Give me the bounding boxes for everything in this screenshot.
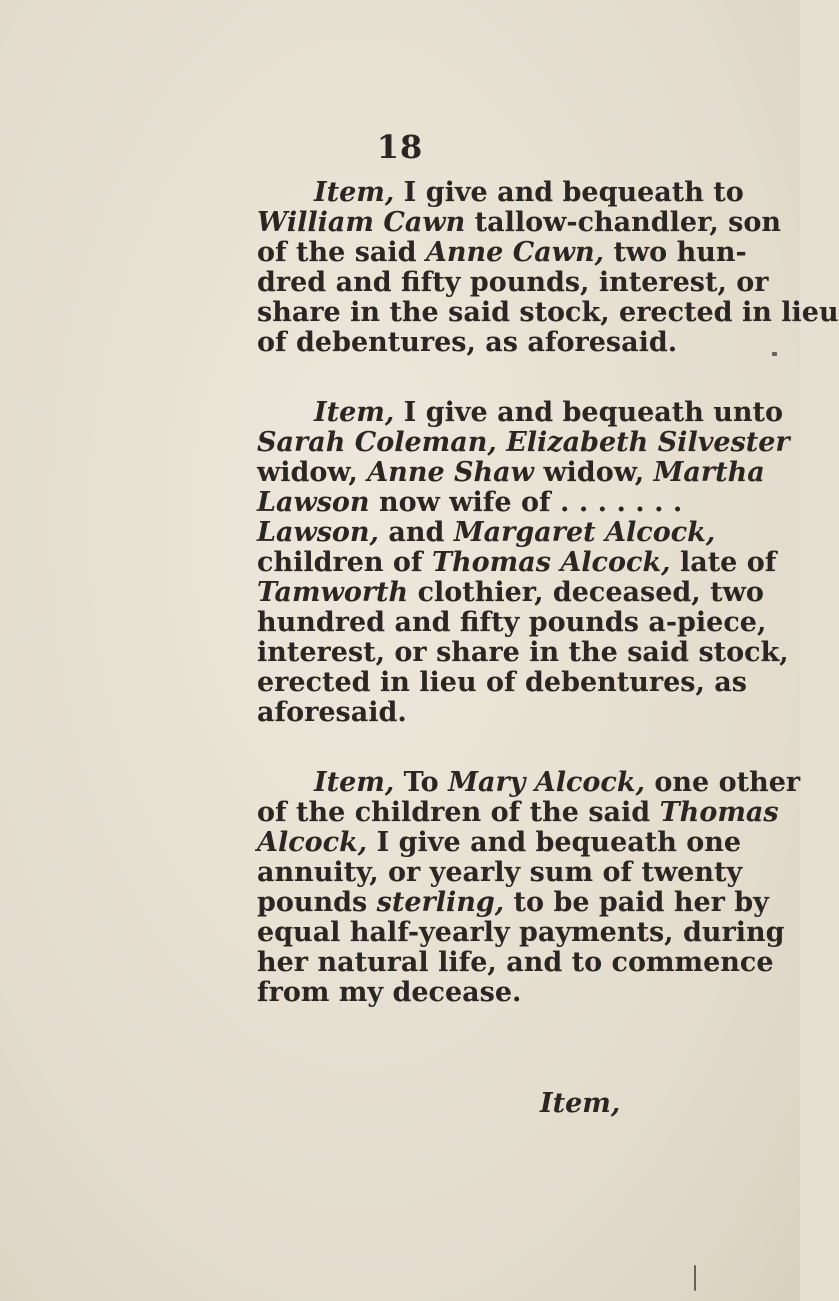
text-line: Tamworth clothier, deceased, two bbox=[257, 577, 764, 608]
text-line: her natural life, and to commence bbox=[257, 947, 774, 978]
catchword: Item, bbox=[540, 1088, 621, 1119]
text-line: Alcock, I give and bequeath one bbox=[257, 827, 742, 858]
text-line: erected in lieu of debentures, as bbox=[257, 667, 747, 698]
paper-blemish bbox=[772, 352, 777, 356]
text-line: from my decease. bbox=[257, 977, 522, 1008]
text-line: annuity, or yearly sum of twenty bbox=[257, 857, 743, 888]
text-line: dred and fifty pounds, interest, or bbox=[257, 267, 769, 298]
text-line: interest, or share in the said stock, bbox=[257, 637, 789, 668]
text-line: pounds sterling, to be paid her by bbox=[257, 887, 769, 918]
text-line: hundred and fifty pounds a-piece, bbox=[257, 607, 767, 638]
text-line: Item, I give and bequeath unto bbox=[314, 397, 784, 428]
text-line: equal half-yearly payments, during bbox=[257, 917, 785, 948]
text-line: of the children of the said Thomas bbox=[257, 797, 779, 828]
text-line: widow, Anne Shaw widow, Martha bbox=[257, 457, 765, 488]
text-line: Item, I give and bequeath to bbox=[314, 177, 744, 208]
text-line: of debentures, as aforesaid. bbox=[257, 327, 678, 358]
paper-blemish bbox=[694, 1265, 696, 1291]
text-line: aforesaid. bbox=[257, 697, 407, 728]
text-line: children of Thomas Alcock, late of bbox=[257, 547, 777, 578]
text-line: of the said Anne Cawn, two hun- bbox=[257, 237, 747, 268]
text-line: Lawson now wife of . . . . . . . bbox=[257, 487, 683, 518]
text-line: share in the said stock, erected in lieu bbox=[257, 297, 839, 328]
text-line: Lawson, and Margaret Alcock, bbox=[257, 517, 716, 548]
text-line: William Cawn tallow-chandler, son bbox=[257, 207, 781, 238]
text-line: Sarah Coleman, Elizabeth Silvester bbox=[257, 427, 790, 458]
page-number: 18 bbox=[376, 128, 424, 166]
text-line: Item, To Mary Alcock, one other bbox=[314, 767, 801, 798]
